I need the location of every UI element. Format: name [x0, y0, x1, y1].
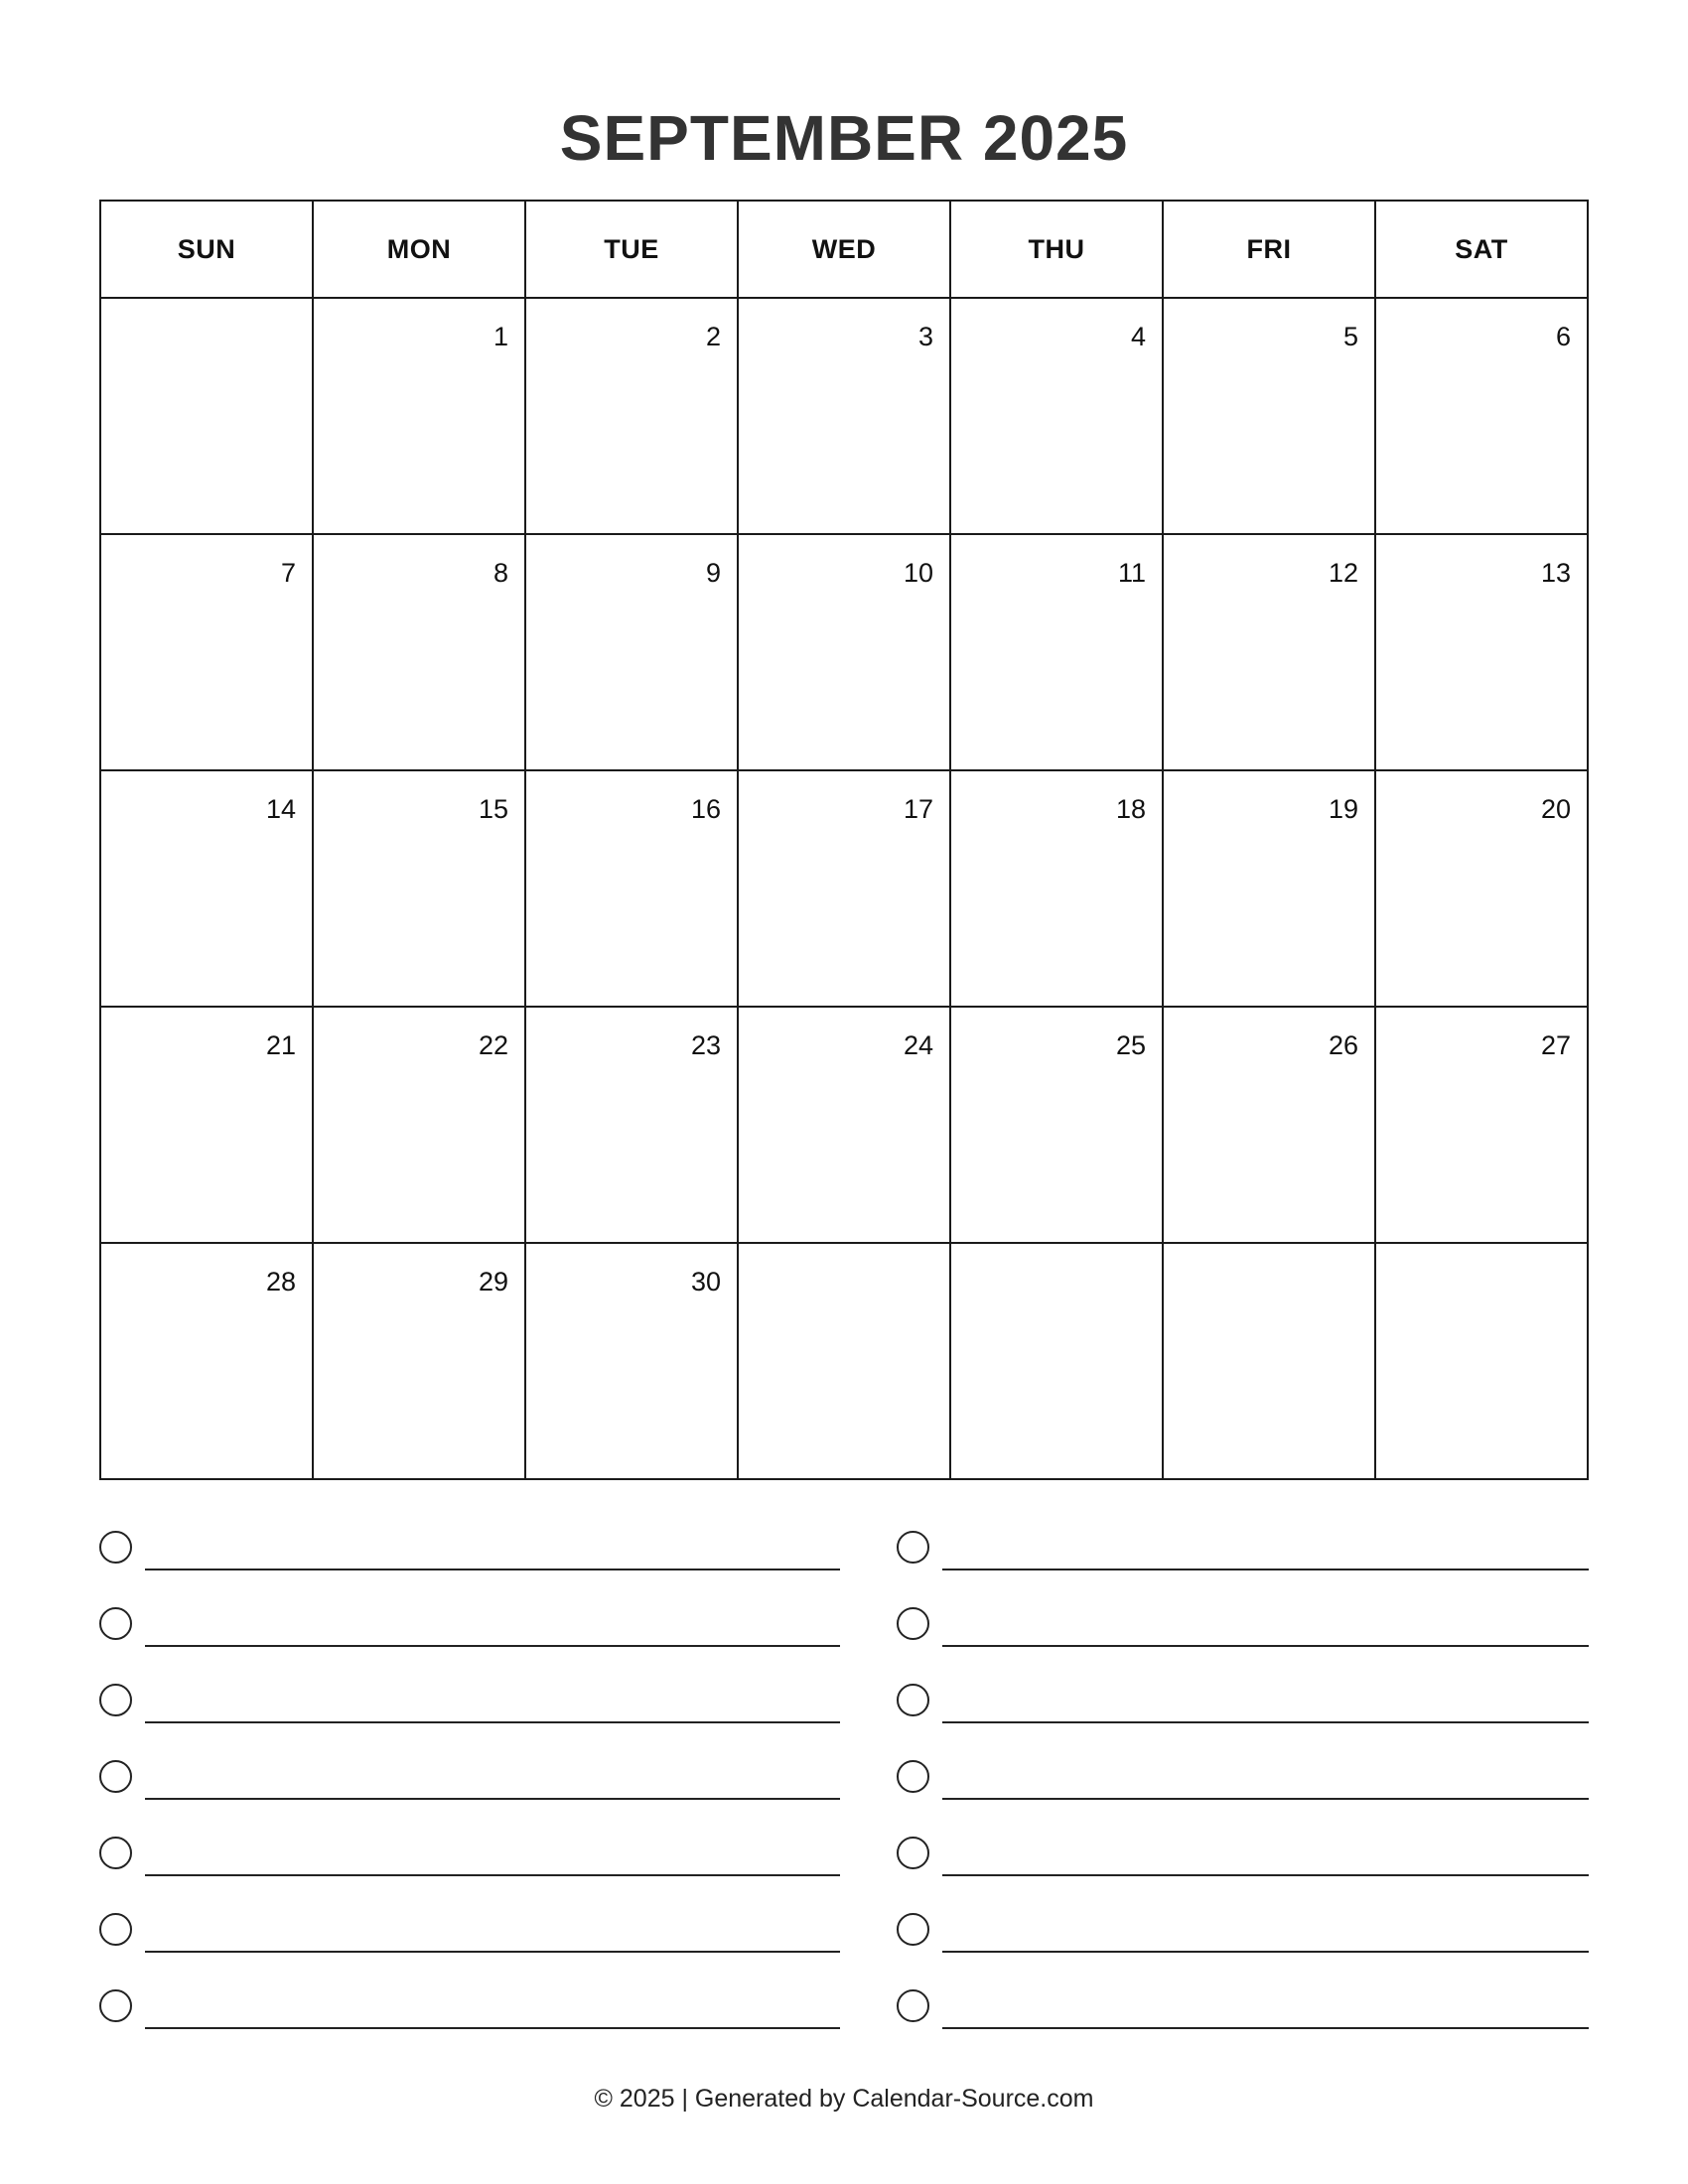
- checklist-item: [897, 1760, 1589, 1837]
- weekday-fri: FRI: [1163, 201, 1375, 298]
- day-number: 20: [1540, 794, 1571, 824]
- day-number: 18: [1115, 794, 1146, 824]
- calendar-grid: [99, 200, 1589, 1480]
- day-number: 24: [903, 1030, 933, 1060]
- day-number: 28: [265, 1267, 296, 1297]
- day-cell[interactable]: [1375, 298, 1588, 534]
- day-cell[interactable]: [738, 1007, 950, 1243]
- write-line[interactable]: [145, 1951, 840, 1953]
- day-number: [1164, 1244, 1374, 1266]
- day-number: 1: [492, 322, 508, 351]
- day-number: [951, 1244, 1162, 1266]
- checklist-item: [897, 1531, 1589, 1607]
- checkbox-circle-icon[interactable]: [897, 1760, 929, 1793]
- checkbox-circle-icon[interactable]: [99, 1760, 132, 1793]
- week-row-5: [100, 1243, 1588, 1479]
- write-line[interactable]: [145, 1874, 840, 1876]
- day-number: 5: [1342, 322, 1358, 351]
- day-number: [739, 1244, 949, 1266]
- day-cell[interactable]: [1163, 298, 1375, 534]
- day-cell[interactable]: [950, 1007, 1163, 1243]
- week-row-1: [100, 298, 1588, 534]
- day-cell[interactable]: [525, 534, 738, 770]
- day-number: 9: [705, 558, 721, 588]
- day-cell[interactable]: [313, 298, 525, 534]
- day-cell[interactable]: [525, 1007, 738, 1243]
- weekday-sun: SUN: [100, 201, 313, 298]
- checklist-left: [99, 1531, 840, 2066]
- checkbox-circle-icon[interactable]: [99, 1989, 132, 2022]
- checklist-right: [897, 1531, 1589, 2066]
- checklist-item: [99, 1607, 840, 1684]
- day-number: 17: [903, 794, 933, 824]
- day-number: 16: [690, 794, 721, 824]
- day-cell[interactable]: [525, 1243, 738, 1479]
- checklist-item: [99, 1684, 840, 1760]
- weekday-tue: TUE: [525, 201, 738, 298]
- day-number: 15: [478, 794, 508, 824]
- day-number: 19: [1328, 794, 1358, 824]
- checkbox-circle-icon[interactable]: [897, 1989, 929, 2022]
- checklist-item: [99, 1760, 840, 1837]
- day-number: 21: [265, 1030, 296, 1060]
- checkbox-circle-icon[interactable]: [897, 1837, 929, 1869]
- day-cell[interactable]: [738, 770, 950, 1007]
- checkbox-circle-icon[interactable]: [99, 1913, 132, 1946]
- checkbox-circle-icon[interactable]: [99, 1607, 132, 1640]
- weekday-thu: THU: [950, 201, 1163, 298]
- write-line[interactable]: [942, 1569, 1589, 1570]
- day-number: 14: [265, 794, 296, 824]
- day-number: [1376, 1244, 1587, 1266]
- checkbox-circle-icon[interactable]: [897, 1913, 929, 1946]
- checkbox-circle-icon[interactable]: [99, 1837, 132, 1869]
- day-number: 6: [1555, 322, 1571, 351]
- write-line[interactable]: [942, 1645, 1589, 1647]
- day-cell[interactable]: [1163, 1243, 1375, 1479]
- checklist-item: [99, 1989, 840, 2066]
- day-cell[interactable]: [100, 1243, 313, 1479]
- day-cell[interactable]: [313, 770, 525, 1007]
- day-cell[interactable]: [1375, 1007, 1588, 1243]
- day-number: 25: [1115, 1030, 1146, 1060]
- day-cell[interactable]: [950, 298, 1163, 534]
- day-number: 2: [705, 322, 721, 351]
- write-line[interactable]: [942, 1951, 1589, 1953]
- checkbox-circle-icon[interactable]: [99, 1684, 132, 1716]
- day-number: 13: [1540, 558, 1571, 588]
- day-cell[interactable]: [525, 298, 738, 534]
- weekday-wed: WED: [738, 201, 950, 298]
- write-line[interactable]: [942, 1874, 1589, 1876]
- checkbox-circle-icon[interactable]: [897, 1607, 929, 1640]
- day-cell[interactable]: [738, 298, 950, 534]
- checkbox-circle-icon[interactable]: [897, 1531, 929, 1564]
- write-line[interactable]: [145, 1569, 840, 1570]
- checklist-item: [99, 1913, 840, 1989]
- day-number: 12: [1328, 558, 1358, 588]
- checklist-item: [99, 1531, 840, 1607]
- write-line[interactable]: [942, 1721, 1589, 1723]
- day-cell[interactable]: [1375, 770, 1588, 1007]
- day-number: 10: [903, 558, 933, 588]
- day-cell[interactable]: [950, 534, 1163, 770]
- write-line[interactable]: [145, 1645, 840, 1647]
- day-number: 11: [1117, 558, 1146, 588]
- checklist-item: [897, 1913, 1589, 1989]
- day-number: [101, 299, 312, 321]
- day-cell[interactable]: [525, 770, 738, 1007]
- day-cell[interactable]: [313, 534, 525, 770]
- day-number: 23: [690, 1030, 721, 1060]
- write-line[interactable]: [145, 1798, 840, 1800]
- day-cell[interactable]: [950, 770, 1163, 1007]
- day-cell[interactable]: [738, 1243, 950, 1479]
- weekday-mon: MON: [313, 201, 525, 298]
- day-cell[interactable]: [1163, 770, 1375, 1007]
- day-cell[interactable]: [313, 1007, 525, 1243]
- day-cell[interactable]: [1163, 1007, 1375, 1243]
- week-row-2: [100, 534, 1588, 770]
- day-number: 26: [1328, 1030, 1358, 1060]
- footer-credit: © 2025 | Generated by Calendar-Source.com: [594, 2085, 1094, 2113]
- write-line[interactable]: [942, 2027, 1589, 2029]
- day-number: 22: [478, 1030, 508, 1060]
- write-line[interactable]: [942, 1798, 1589, 1800]
- day-number: 8: [492, 558, 508, 588]
- day-cell[interactable]: [100, 534, 313, 770]
- day-cell[interactable]: [738, 534, 950, 770]
- day-cell[interactable]: [100, 298, 313, 534]
- day-cell[interactable]: [1163, 534, 1375, 770]
- day-number: 27: [1540, 1030, 1571, 1060]
- checklist-item: [897, 1684, 1589, 1760]
- day-cell[interactable]: [1375, 534, 1588, 770]
- day-cell[interactable]: [1375, 1243, 1588, 1479]
- checkbox-circle-icon[interactable]: [99, 1531, 132, 1564]
- weekday-sat: SAT: [1375, 201, 1588, 298]
- day-number: 3: [917, 322, 933, 351]
- checklist-item: [897, 1837, 1589, 1913]
- day-cell[interactable]: [313, 1243, 525, 1479]
- checklist-item: [99, 1837, 840, 1913]
- page-title: SEPTEMBER 2025: [559, 102, 1129, 174]
- checklist-item: [897, 1989, 1589, 2066]
- write-line[interactable]: [145, 1721, 840, 1723]
- weekday-header-row: [100, 201, 1588, 298]
- day-number: 29: [478, 1267, 508, 1297]
- day-cell[interactable]: [100, 1007, 313, 1243]
- write-line[interactable]: [145, 2027, 840, 2029]
- day-cell[interactable]: [950, 1243, 1163, 1479]
- week-row-3: [100, 770, 1588, 1007]
- week-row-4: [100, 1007, 1588, 1243]
- checklist-item: [897, 1607, 1589, 1684]
- day-cell[interactable]: [100, 770, 313, 1007]
- day-number: 30: [690, 1267, 721, 1297]
- checkbox-circle-icon[interactable]: [897, 1684, 929, 1716]
- day-number: 7: [280, 558, 296, 588]
- day-number: 4: [1130, 322, 1146, 351]
